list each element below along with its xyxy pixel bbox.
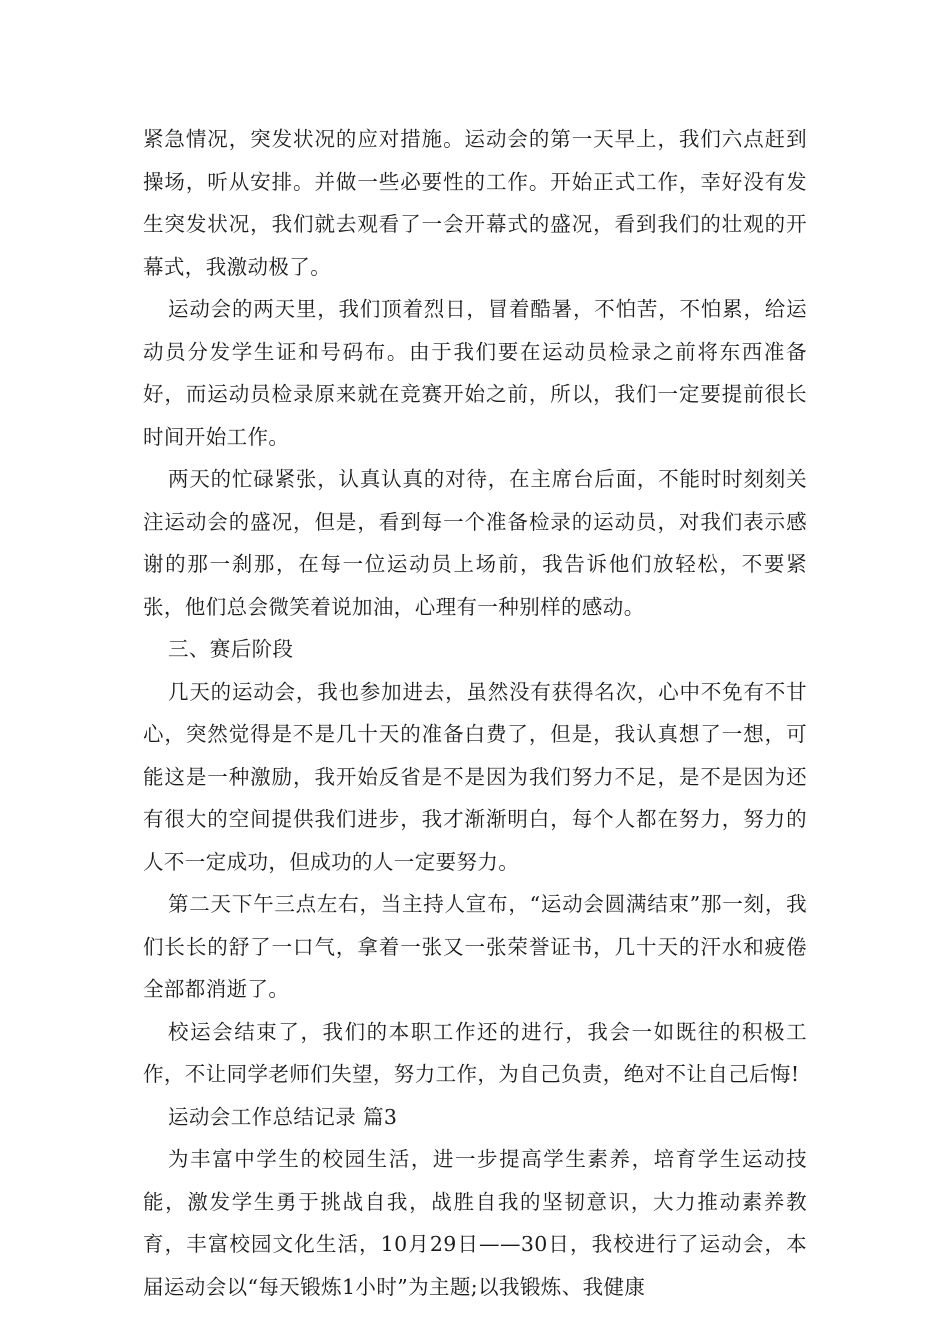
paragraph-6: 校运会结束了，我们的本职工作还的进行，我会一如既往的积极工作，不让同学老师们失望，努力工作，为自己负责，绝对不让自己后悔! bbox=[143, 1019, 807, 1086]
paragraph-3: 两天的忙碌紧张，认真认真的对待，在主席台后面，不能时时刻刻关注运动会的盛况，但是，看到每一个准备检录的运动员，对我们表示感谢的那一刹那，在每一位运动员上场前，我告诉他们放轻松，不要紧张，他们总会微笑着说加油，心理有一种别样的感动。 bbox=[143, 467, 807, 619]
section-heading-part-3: 运动会工作总结记录 篇3 bbox=[168, 1104, 398, 1129]
paragraph-2: 运动会的两天里，我们顶着烈日，冒着酷暑，不怕苦，不怕累，给运动员分发学生证和号码布。由于我们要在运动员检录之前将东西准备好，而运动员检录原来就在竞赛开始之前，所以，我们一定要提前很长时间开始工作。 bbox=[143, 297, 807, 449]
paragraph-4: 几天的运动会，我也参加进去，虽然没有获得名次，心中不免有不甘心，突然觉得是不是几十天的准备白费了，但是，我认真想了一想，可能这是一种激励，我开始反省是不是因为我们努力不足，是不是因为还有很大的空间提供我们进步，我才渐渐明白，每个人都在努力，努力的人不一定成功，但成功的人一定要努力。 bbox=[143, 679, 807, 874]
section-heading-post-event: 三、赛后阶段 bbox=[168, 637, 294, 661]
paragraph-5: 第二天下午三点左右，当主持人宣布，“运动会圆满结束”那一刻，我们长长的舒了一口气，拿着一张又一张荣誉证书，几十天的汗水和疲倦全部都消逝了。 bbox=[143, 892, 807, 1001]
paragraph-1: 紧急情况，突发状况的应对措施。运动会的第一天早上，我们六点赶到操场，听从安排。并做一些必要性的工作。开始正式工作，幸好没有发生突发状况，我们就去观看了一会开幕式的盛况，看到我们的壮观的开幕式，我激动极了。 bbox=[143, 127, 807, 279]
paragraph-7: 为丰富中学生的校园生活，进一步提高学生素养，培育学生运动技能，激发学生勇于挑战自我，战胜自我的坚韧意识，大力推动素养教育，丰富校园文化生活，10月29日——30日，我校进行了运动会，本届运动会以“每天锻炼1小时”为主题;以我锻炼、我健康 bbox=[143, 1147, 807, 1299]
document-body bbox=[143, 118, 807, 1308]
